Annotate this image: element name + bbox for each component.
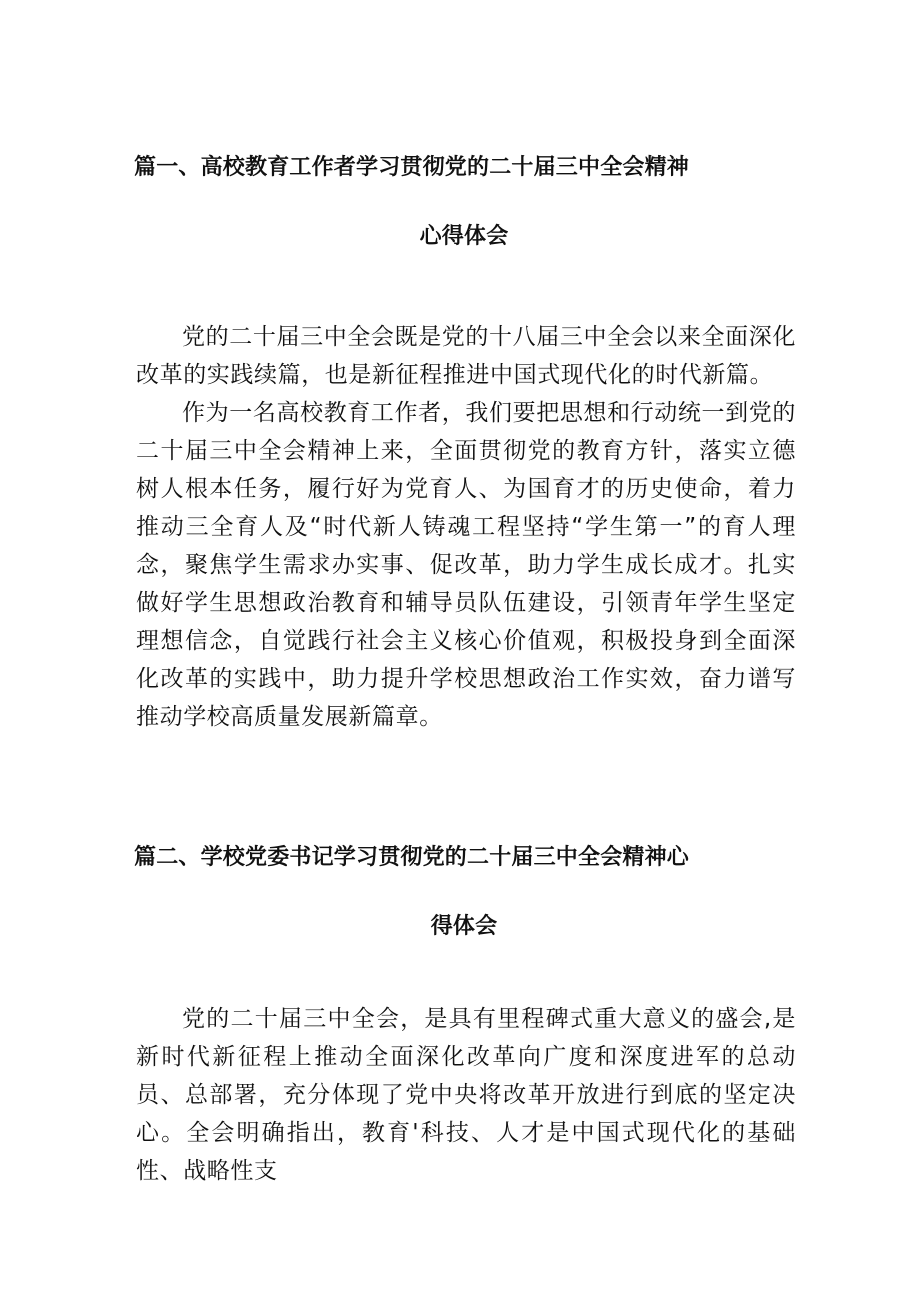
section-2-body	[136, 1000, 796, 1190]
section-1-paragraph-2: 作为一名高校教育工作者，我们要把思想和行动统一到党的二十届三中全会精神上来，全面贯彻党的教育方针，落实立德树人根本任务，履行好为党育人、为国育才的历史使命，着力推动三全育人及“时代新人铸魂工程坚持“学生第一”的育人理念，聚焦学生需求办实事、促改革，助力学生成长成才。扎实做好学生思想政治教育和辅导员队伍建设，引领青年学生坚定理想信念，自觉践行社会主义核心价值观，积极投身到全面深化改革的实践中，助力提升学校思想政治工作实效，奋力谱写推动学校高质量发展新篇章。	[136, 400, 796, 730]
section-1-paragraph-1: 党的二十届三中全会既是党的十八届三中全会以来全面深化改革的实践续篇，也是新征程推进中国式现代化的时代新篇。	[136, 324, 796, 388]
section-1-body	[136, 318, 796, 736]
section-2-paragraph-1: 党的二十届三中全会，是具有里程碑式重大意义的盛会,是新时代新征程上推动全面深化改革向广度和深度进军的总动员、总部署，充分体现了党中央将改革开放进行到底的坚定决心。全会明确指出，教育'科技、人才是中国式现代化的基础性、战略性支	[136, 1006, 796, 1184]
section-2-heading-line1: 篇二、学校党委书记学习贯彻党的二十届三中全会精神心	[134, 845, 690, 870]
section-1-heading-line1: 篇一、高校教育工作者学习贯彻党的二十届三中全会精神	[134, 155, 690, 180]
section-2-heading-line2: 得体会	[430, 914, 498, 939]
section-1	[0, 152, 920, 730]
section-1-heading-line2: 心得体会	[419, 224, 509, 249]
section-2	[0, 842, 920, 1184]
